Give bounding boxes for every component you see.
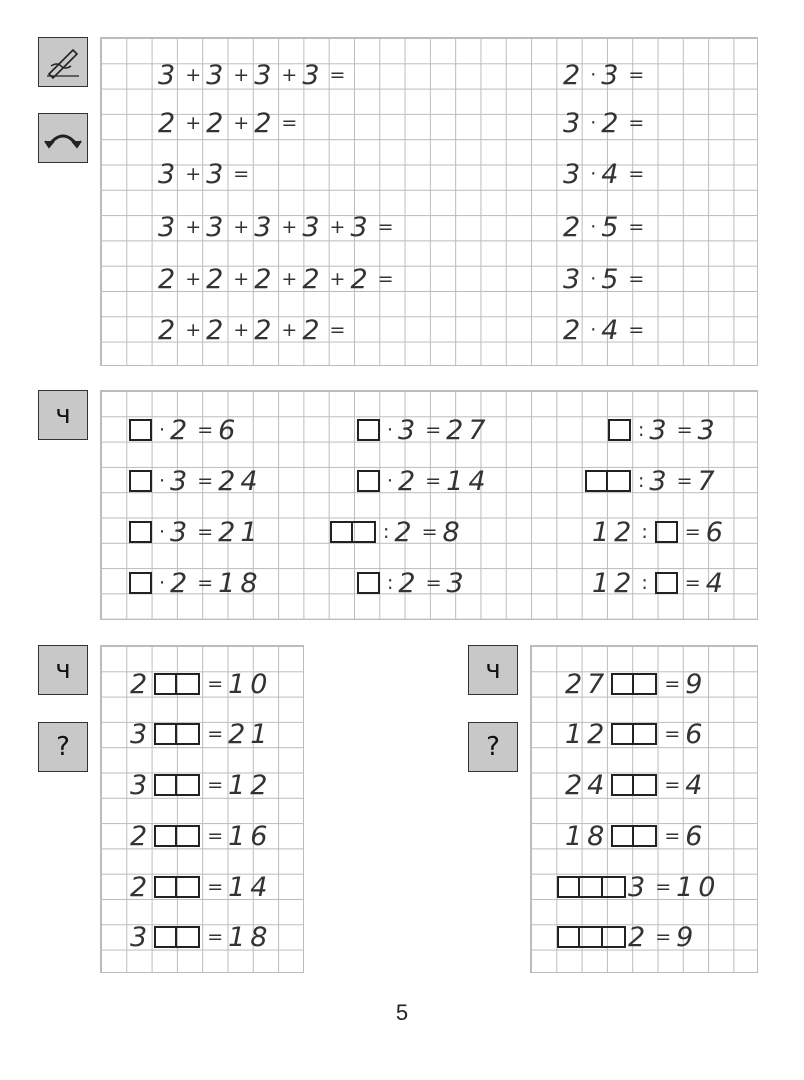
digit-box[interactable] [330,521,353,543]
missing-digits-row [130,870,272,904]
equals-sign: = [664,673,681,695]
equals-sign: = [197,470,214,492]
equals-sign: = [628,319,645,341]
digit-boxes[interactable] [154,876,200,898]
plus-sign: + [233,319,250,341]
missing-digits-row [565,768,707,802]
result: 4 [685,769,708,801]
missing-digits-row [130,717,272,751]
plus-sign: + [185,163,202,185]
plus-sign: + [233,64,250,86]
missing-factor-row [355,464,491,498]
multiplication-row [563,157,649,191]
leading-digit: 3 [130,718,153,750]
operator: : [638,419,645,441]
factor: 3 [563,158,586,190]
factor: 2 [563,59,586,91]
result: 8 [442,516,465,548]
plus-sign: + [233,216,250,238]
operator: : [641,521,648,543]
digit-boxes[interactable] [557,926,626,948]
result: 24 [218,465,263,497]
plus-sign: + [185,268,202,290]
times-sign: · [590,216,597,238]
equals-sign: = [628,64,645,86]
result: 10 [228,668,273,700]
factor: 3 [563,107,586,139]
digit-box[interactable] [177,876,200,898]
factor: 2 [601,107,624,139]
result: 4 [705,567,728,599]
answer-box[interactable] [608,419,631,441]
missing-digits-row [130,920,272,954]
term: 2 [158,107,181,139]
term: 2 [254,263,277,295]
digit-box[interactable] [603,926,626,948]
operator: · [159,470,166,492]
term: 3 [158,211,181,243]
leading-digit: 2 [130,871,153,903]
digit-box[interactable] [557,876,580,898]
term: 2 [206,314,229,346]
digit-box[interactable] [585,470,608,492]
missing-factor-row [127,515,263,549]
multiplication-row [563,106,649,140]
operand: 3 [170,465,193,497]
missing-digits-row [565,717,707,751]
equals-sign: = [425,470,442,492]
equals-sign: = [197,419,214,441]
badge-question-left [38,722,88,772]
digit-boxes[interactable] [154,926,200,948]
equals-sign: = [655,926,672,948]
badge-label: ч [55,400,71,430]
addition-row [158,157,254,191]
digit-box[interactable] [177,673,200,695]
answer-box[interactable] [655,572,678,594]
leading-digit: 3 [130,921,153,953]
digit-box[interactable] [177,825,200,847]
addition-row [158,58,350,92]
badge-label: ч [485,655,501,685]
digit-boxes[interactable] [611,774,657,796]
result: 6 [218,414,241,446]
term: 3 [206,211,229,243]
result: 27 [446,414,491,446]
result: 6 [705,516,728,548]
plus-sign: + [233,112,250,134]
plus-sign: + [281,268,298,290]
digit-boxes[interactable] [557,876,626,898]
answer-box[interactable] [655,521,678,543]
equals-sign: = [421,521,438,543]
swap-arrows-icon [43,123,83,153]
missing-factor-row [606,413,720,447]
digit-box[interactable] [154,673,177,695]
operator: · [159,572,166,594]
plus-sign: + [281,216,298,238]
equals-sign: = [207,926,224,948]
operand: 2 [170,567,193,599]
plus-sign: + [329,216,346,238]
digit-box[interactable] [634,774,657,796]
missing-factor-row [355,413,491,447]
missing-factor-row [592,566,728,600]
result: 14 [446,465,491,497]
times-sign: · [590,268,597,290]
equals-sign: = [207,673,224,695]
digit-box[interactable] [611,673,634,695]
operator: : [638,470,645,492]
addition-row [158,313,350,347]
answer-box[interactable] [357,572,380,594]
multiplication-row [563,262,649,296]
factor: 2 [563,314,586,346]
equals-sign: = [425,572,442,594]
digit-box[interactable] [634,673,657,695]
swap-arrows-button[interactable] [38,113,88,163]
term: 3 [254,211,277,243]
addition-row [158,210,399,244]
equals-sign: = [676,419,693,441]
missing-digits-row [555,920,698,954]
equals-sign: = [207,876,224,898]
operand: 2 [170,414,193,446]
equals-sign: = [664,774,681,796]
result: 9 [685,668,708,700]
term: 2 [254,107,277,139]
equals-sign: = [207,825,224,847]
factor: 4 [601,314,624,346]
digit-box[interactable] [580,876,603,898]
writing-hand-button[interactable] [38,37,88,87]
multiplication-row [563,58,649,92]
term: 3 [158,158,181,190]
missing-digits-row [565,667,707,701]
result: 10 [676,871,721,903]
operator: : [641,572,648,594]
equals-sign: = [684,572,701,594]
digit-box[interactable] [634,723,657,745]
badge-label: ч [55,655,71,685]
operator: : [387,572,394,594]
missing-factor-row [355,566,469,600]
operand: 2 [398,567,421,599]
leading-digit: 2 [130,668,153,700]
operand: 3 [398,414,421,446]
equals-sign: = [329,64,346,86]
equals-sign: = [233,163,250,185]
times-sign: · [590,319,597,341]
term: 2 [254,314,277,346]
equals-sign: = [684,521,701,543]
missing-factor-row [127,413,240,447]
result: 21 [228,718,273,750]
digit-box[interactable] [608,470,631,492]
digit-boxes[interactable] [154,825,200,847]
badge-label: ? [486,732,500,762]
badge-question-right [468,722,518,772]
factor: 5 [601,211,624,243]
digit-boxes[interactable] [154,723,200,745]
multiplication-row [563,313,649,347]
term: 3 [350,211,373,243]
factor: 2 [563,211,586,243]
missing-digits-row [565,819,707,853]
leading-number: 24 [565,769,610,801]
badge-ch-left [38,645,88,695]
equals-sign: = [377,268,394,290]
trailing-digit: 2 [628,921,651,953]
term: 3 [206,158,229,190]
missing-digits-row [555,870,720,904]
equals-sign: = [197,521,214,543]
digit-boxes[interactable] [611,723,657,745]
result: 3 [697,414,720,446]
term: 2 [302,314,325,346]
factor: 4 [601,158,624,190]
digit-box[interactable] [580,926,603,948]
term: 2 [206,107,229,139]
equals-sign: = [664,825,681,847]
page-number: 5 [395,1000,409,1025]
badge-ch-right [468,645,518,695]
times-sign: · [590,163,597,185]
equals-sign: = [628,163,645,185]
result: 18 [228,921,273,953]
digit-box[interactable] [353,521,376,543]
digit-box[interactable] [634,825,657,847]
plus-sign: + [185,216,202,238]
operand: 2 [394,516,417,548]
digit-box[interactable] [154,926,177,948]
missing-factor-row [328,515,465,549]
term: 2 [302,263,325,295]
term: 3 [302,59,325,91]
leading-number: 27 [565,668,610,700]
equals-sign: = [207,774,224,796]
missing-digits-row [130,667,272,701]
term: 3 [158,59,181,91]
addition-row [158,262,399,296]
digit-box[interactable] [611,825,634,847]
missing-factor-row [583,464,720,498]
result: 16 [228,820,273,852]
missing-factor-row [127,566,263,600]
digit-boxes[interactable] [611,825,657,847]
plus-sign: + [281,64,298,86]
answer-box[interactable] [357,470,380,492]
result: 14 [228,871,273,903]
result: 9 [676,921,699,953]
leading-number: 18 [565,820,610,852]
term: 3 [206,59,229,91]
multiplication-row [563,210,649,244]
plus-sign: + [185,64,202,86]
equals-sign: = [281,112,298,134]
dividend: 12 [592,567,637,599]
equals-sign: = [329,319,346,341]
factor: 3 [563,263,586,295]
equals-sign: = [377,216,394,238]
plus-sign: + [185,319,202,341]
digit-boxes[interactable] [585,470,631,492]
answer-box[interactable] [129,470,152,492]
plus-sign: + [329,268,346,290]
missing-factor-row [127,464,263,498]
digit-boxes[interactable] [154,774,200,796]
answer-box[interactable] [129,572,152,594]
digit-box[interactable] [154,876,177,898]
times-sign: · [590,64,597,86]
trailing-digit: 3 [628,871,651,903]
term: 2 [206,263,229,295]
answer-box[interactable] [357,419,380,441]
plus-sign: + [185,112,202,134]
term: 2 [350,263,373,295]
operator: : [383,521,390,543]
digit-box[interactable] [154,723,177,745]
leading-digit: 2 [130,820,153,852]
leading-number: 12 [565,718,610,750]
digit-boxes[interactable] [154,673,200,695]
addition-row [158,106,302,140]
equals-sign: = [628,216,645,238]
factor: 3 [601,59,624,91]
dividend: 12 [592,516,637,548]
answer-box[interactable] [129,419,152,441]
times-sign: · [590,112,597,134]
digit-box[interactable] [154,825,177,847]
digit-box[interactable] [557,926,580,948]
result: 21 [218,516,263,548]
equals-sign: = [676,470,693,492]
writing-hand-icon [45,44,81,80]
missing-digits-row [130,768,272,802]
plus-sign: + [281,319,298,341]
equals-sign: = [197,572,214,594]
result: 6 [685,820,708,852]
operator: · [159,521,166,543]
result: 12 [228,769,273,801]
operand: 3 [170,516,193,548]
term: 2 [158,263,181,295]
digit-box[interactable] [611,774,634,796]
operator: · [159,419,166,441]
missing-digits-row [130,819,272,853]
operand: 3 [649,414,672,446]
result: 6 [685,718,708,750]
digit-boxes[interactable] [611,673,657,695]
factor: 5 [601,263,624,295]
digit-box[interactable] [177,723,200,745]
result: 18 [218,567,263,599]
equals-sign: = [425,419,442,441]
operator: · [387,419,394,441]
result: 3 [446,567,469,599]
term: 3 [254,59,277,91]
equals-sign: = [628,268,645,290]
equals-sign: = [207,723,224,745]
missing-factor-row [592,515,728,549]
plus-sign: + [233,268,250,290]
operand: 2 [398,465,421,497]
result: 7 [697,465,720,497]
digit-box[interactable] [611,723,634,745]
digit-boxes[interactable] [330,521,376,543]
operand: 3 [649,465,672,497]
badge-ch-section-2 [38,390,88,440]
operator: · [387,470,394,492]
digit-box[interactable] [603,876,626,898]
term: 3 [302,211,325,243]
equals-sign: = [655,876,672,898]
digit-box[interactable] [177,926,200,948]
term: 2 [158,314,181,346]
digit-box[interactable] [154,774,177,796]
equals-sign: = [664,723,681,745]
equals-sign: = [628,112,645,134]
badge-label: ? [56,732,70,762]
leading-digit: 3 [130,769,153,801]
answer-box[interactable] [129,521,152,543]
digit-box[interactable] [177,774,200,796]
